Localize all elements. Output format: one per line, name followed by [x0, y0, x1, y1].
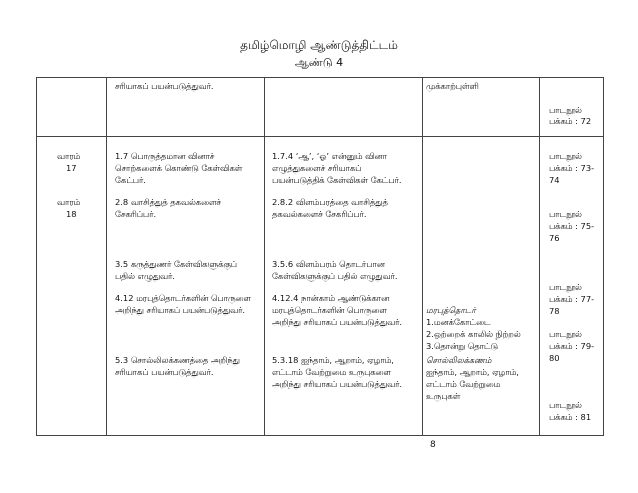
notes-heading: மரபுத்தொடர்: [426, 305, 476, 315]
notes-heading: சொல்லிலக்கணம்: [426, 355, 492, 365]
standard-text: 2.8 வாசித்துத் தகவல்களைச்: [115, 197, 222, 207]
standard-text: சரியாகப் பயன்படுத்துவர்.: [115, 81, 214, 91]
reference-label: பாடநூல்: [549, 209, 582, 219]
learning-standard-text: எழுத்துகளைச் சரியாகப்: [272, 163, 362, 173]
learning-standard-text: எட்டாம் வேற்றுமை உருபுகளை: [272, 367, 391, 377]
column-divider: [106, 78, 107, 435]
standard-text: பதில் எழுதுவர்.: [115, 271, 175, 281]
reference-label: பாடநூல்: [549, 151, 582, 161]
standard-text: 3.5 கருத்துணர் கேள்விகளுக்குப்: [115, 259, 237, 269]
year-label: ஆண்டு 4: [294, 56, 344, 69]
column-divider: [539, 78, 540, 435]
reference-page: 76: [549, 233, 560, 243]
row-divider: [37, 136, 603, 137]
reference-page: 80: [549, 353, 560, 363]
standard-text: 1.7 பொருத்தமான வினாச்: [115, 151, 215, 161]
week-label: வாரம்: [57, 151, 81, 161]
reference-page: பக்கம் : 73-: [549, 163, 595, 173]
standard-text: 5.3 சொல்லிலக்கணத்தை அறிந்து: [115, 355, 240, 365]
standard-text: சரியாகப் பயன்படுத்துவர்.: [115, 367, 214, 377]
standard-text: கேட்பர்.: [115, 175, 146, 185]
notes-text: 3.தொன்று தொட்டு: [426, 341, 498, 351]
notes-text: உருபுகள்: [426, 391, 461, 401]
learning-standard-text: பயன்படுத்திக் கேள்விகள் கேட்பர்.: [272, 175, 402, 185]
week-label: வாரம்: [57, 197, 81, 207]
learning-standard-text: அறிந்து சரியாகப் பயன்படுத்துவர்.: [272, 317, 403, 327]
standard-text: சேகரிப்பர்.: [115, 209, 157, 219]
learning-standard-text: 2.8.2 விளம்பரத்தை வாசித்துத்: [272, 197, 388, 207]
reference-label: பாடநூல்: [549, 282, 582, 292]
notes-text: முக்காற்புள்ளி: [426, 81, 479, 91]
reference-label: பாடநூல்: [549, 329, 582, 339]
notes-text: ஐந்தாம், ஆறாம், ஏழாம்,: [426, 367, 519, 377]
learning-standard-text: 3.5.6 விளம்பரம் தொடர்பான: [272, 259, 385, 269]
reference-page: பக்கம் : 81: [549, 412, 592, 422]
standard-text: அறிந்து சரியாகப் பயன்படுத்துவர்.: [115, 305, 246, 315]
column-divider: [264, 78, 265, 435]
notes-text: 1.மனக்கோட்டை: [426, 317, 491, 327]
page-number: 8: [430, 440, 436, 450]
learning-standard-text: 1.7.4 ‘ஆ’, ‘ஓ’ என்னும் வினா: [272, 151, 387, 161]
reference-page: பக்கம் : 77-: [549, 294, 595, 304]
reference-page: பக்கம் : 79-: [549, 341, 595, 351]
notes-text: 2.ஒற்றைக் காலில் நிற்றல்: [426, 329, 521, 339]
lesson-plan-table: [36, 77, 604, 436]
learning-standard-text: தகவல்களைச் சேகரிப்பர்.: [272, 209, 367, 219]
reference-page: 78: [549, 306, 560, 316]
reference-label: பாடநூல்: [549, 400, 582, 410]
reference-page: பக்கம் : 72: [549, 116, 592, 126]
learning-standard-text: 5.3.18 ஐந்தாம், ஆறாம், ஏழாம்,: [272, 355, 394, 365]
page-title: தமிழ்மொழி ஆண்டுத்திட்டம்: [240, 38, 398, 52]
learning-standard-text: அறிந்து சரியாகப் பயன்படுத்துவர்.: [272, 379, 403, 389]
standard-text: 4.12 மரபுத்தொடர்களின் பொருளை: [115, 293, 251, 303]
column-divider: [422, 78, 423, 435]
learning-standard-text: மரபுத்தொடர்களின் பொருளை: [272, 305, 387, 315]
week-number: 17: [66, 163, 77, 173]
reference-label: பாடநூல்: [549, 105, 582, 115]
reference-page: பக்கம் : 75-: [549, 221, 595, 231]
learning-standard-text: கேள்விகளுக்குப் பதில் எழுதுவர்.: [272, 271, 398, 281]
learning-standard-text: 4.12.4 நான்காம் ஆண்டுக்கான: [272, 293, 390, 303]
standard-text: சொற்களைக் கொண்டு கேள்விகள்: [115, 163, 243, 173]
notes-text: எட்டாம் வேற்றுமை: [426, 379, 501, 389]
week-number: 18: [66, 209, 77, 219]
reference-page: 74: [549, 175, 560, 185]
